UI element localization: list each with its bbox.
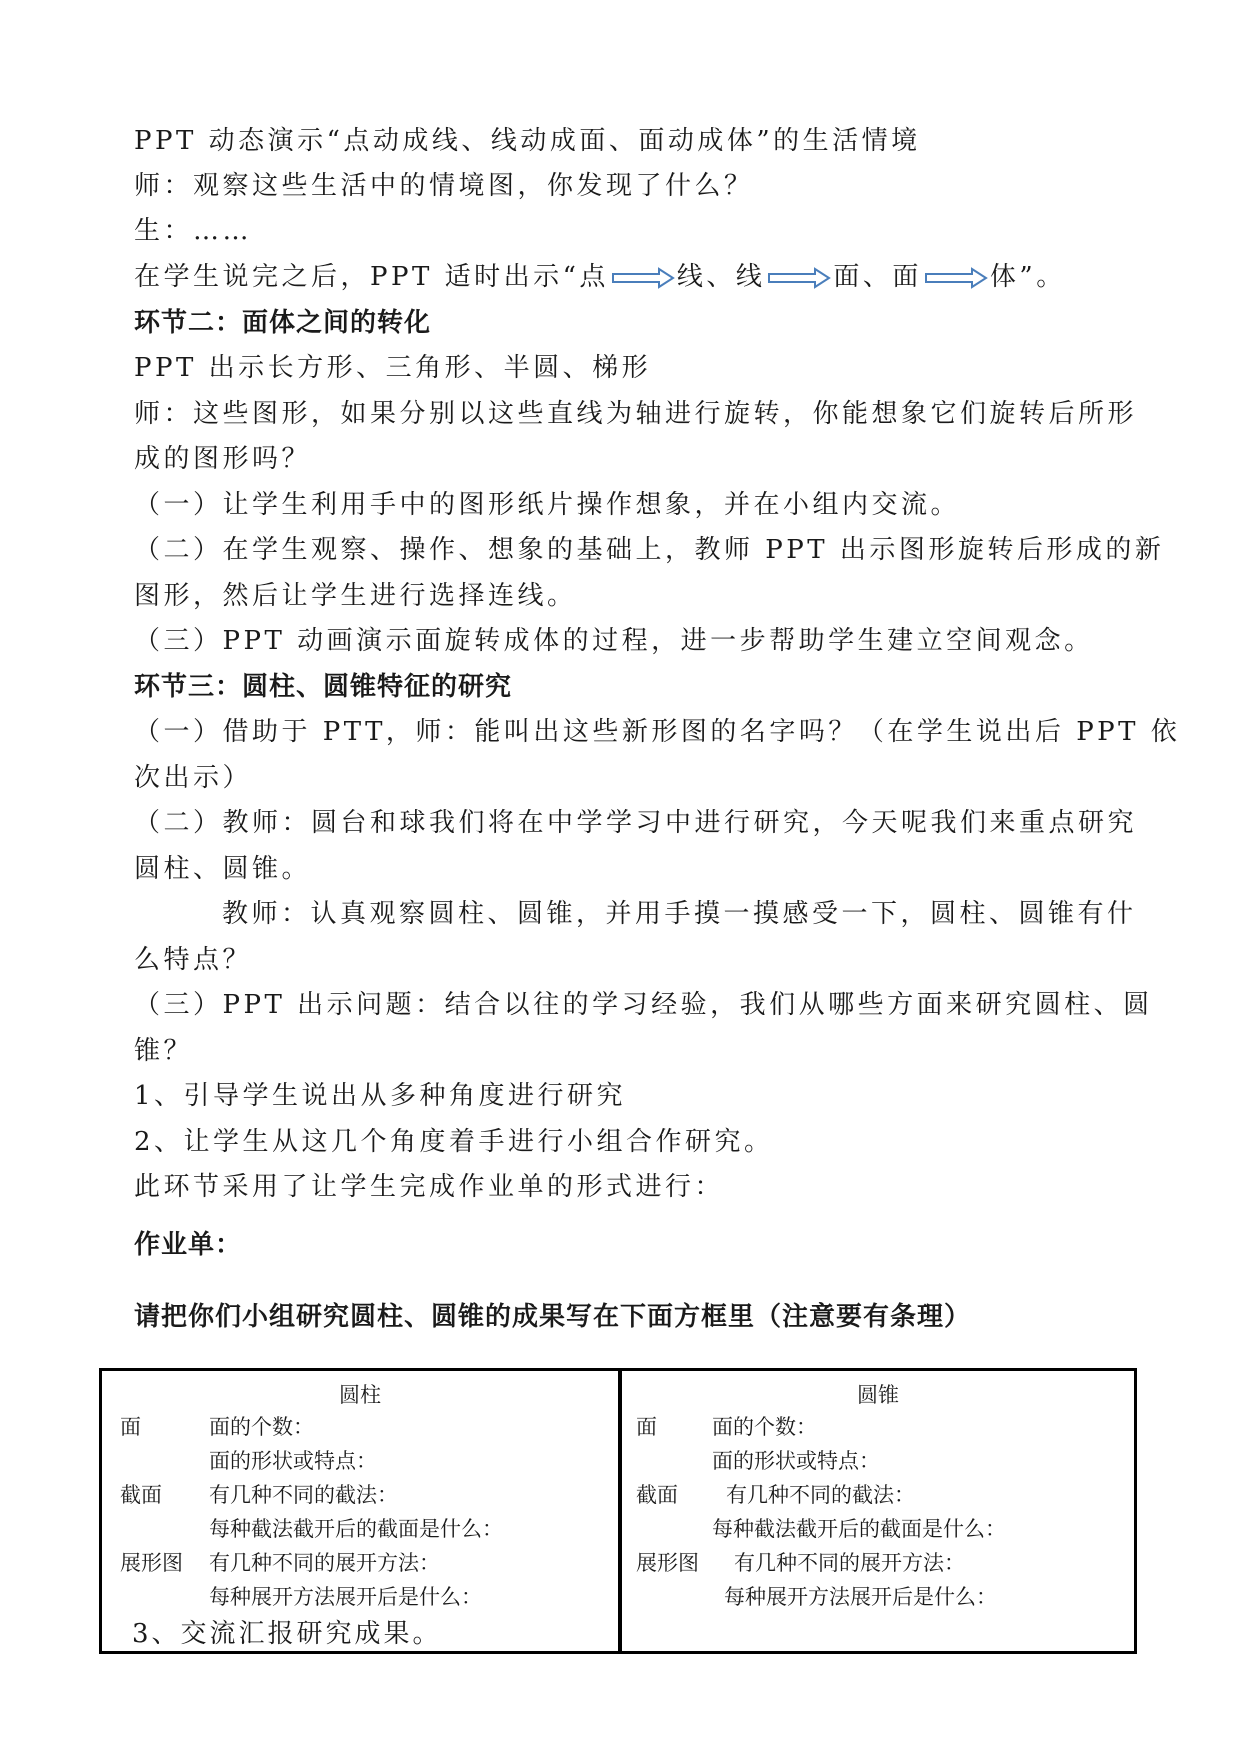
worksheet-table xyxy=(99,1368,1137,1654)
text-segment: 体”。 xyxy=(989,262,1066,292)
net-result-prompt: 每种展开方法展开后是什么： xyxy=(724,1585,997,1609)
paragraph: PPT 出示长方形、三角形、半圆、梯形 xyxy=(134,353,652,383)
paragraph: （一）让学生利用手中的图形纸片操作想象，并在小组内交流。 xyxy=(134,490,961,520)
paragraph: 2、让学生从这几个角度着手进行小组合作研究。 xyxy=(134,1127,774,1157)
section-result-prompt: 每种截法截开后的截面是什么： xyxy=(209,1517,503,1541)
paragraph: 么特点？ xyxy=(134,945,253,975)
overlay-note: 3、交流汇报研究成果。 xyxy=(132,1619,442,1649)
paragraph: （一）借助于 PTT，师：能叫出这些新形图的名字吗？（在学生说出后 PPT 依 xyxy=(134,717,1181,747)
section-label: 截面 xyxy=(636,1483,678,1507)
paragraph: （二）在学生观察、操作、想象的基础上，教师 PPT 出示图形旋转后形成的新 xyxy=(134,535,1165,565)
section-heading: 环节二：面体之间的转化 xyxy=(134,308,432,338)
right-arrow-icon xyxy=(611,267,675,289)
section-ways-prompt: 有几种不同的截法： xyxy=(726,1483,915,1507)
face-label: 面 xyxy=(120,1415,141,1439)
face-label: 面 xyxy=(636,1415,657,1439)
net-result-prompt: 每种展开方法展开后是什么： xyxy=(209,1585,482,1609)
paragraph: 此环节采用了让学生完成作业单的形式进行： xyxy=(134,1172,725,1202)
paragraph: 锥？ xyxy=(134,1036,194,1066)
net-ways-prompt: 有几种不同的展开方法： xyxy=(209,1551,440,1575)
section-ways-prompt: 有几种不同的截法： xyxy=(209,1483,398,1507)
paragraph: 师：这些图形，如果分别以这些直线为轴进行旋转，你能想象它们旋转后所形 xyxy=(134,399,1138,429)
paragraph: 成的图形吗？ xyxy=(134,444,312,474)
worksheet-instruction: 请把你们小组研究圆柱、圆锥的成果写在下面方框里（注意要有条理） xyxy=(134,1302,972,1332)
paragraph: 圆柱、圆锥。 xyxy=(134,854,312,884)
cylinder-cell xyxy=(102,1371,618,1651)
paragraph: 师：观察这些生活中的情境图，你发现了什么？ xyxy=(134,171,754,201)
text-segment: 在学生说完之后，PPT 适时出示“点 xyxy=(134,262,609,292)
net-ways-prompt: 有几种不同的展开方法： xyxy=(734,1551,965,1575)
face-shape-prompt: 面的形状或特点： xyxy=(209,1449,377,1473)
section-label: 截面 xyxy=(120,1483,162,1507)
paragraph: （三）PPT 动画演示面旋转成体的过程，进一步帮助学生建立空间观念。 xyxy=(134,626,1094,656)
paragraph: 1、引导学生说出从多种角度进行研究 xyxy=(134,1081,627,1111)
section-result-prompt: 每种截法截开后的截面是什么： xyxy=(712,1517,1006,1541)
net-label: 展形图 xyxy=(636,1551,699,1575)
paragraph: 次出示） xyxy=(134,763,253,793)
paragraph: 图形，然后让学生进行选择连线。 xyxy=(134,581,577,611)
paragraph-with-arrows xyxy=(134,262,1066,292)
paragraph: 生：…… xyxy=(134,216,253,246)
cylinder-title: 圆柱 xyxy=(339,1383,381,1407)
paragraph: PPT 动态演示“点动成线、线动成面、面动成体”的生活情境 xyxy=(134,126,921,156)
paragraph: （三）PPT 出示问题：结合以往的学习经验，我们从哪些方面来研究圆柱、圆 xyxy=(134,990,1153,1020)
section-heading: 环节三：圆柱、圆锥特征的研究 xyxy=(134,672,513,702)
text-segment: 线、线 xyxy=(676,262,766,292)
right-arrow-icon xyxy=(924,267,988,289)
cone-cell xyxy=(622,1371,1134,1651)
paragraph: 教师：认真观察圆柱、圆锥，并用手摸一摸感受一下，圆柱、圆锥有什 xyxy=(222,899,1137,929)
paragraph: （二）教师：圆台和球我们将在中学学习中进行研究，今天呢我们来重点研究 xyxy=(134,808,1138,838)
right-arrow-icon xyxy=(767,267,831,289)
worksheet-heading: 作业单： xyxy=(134,1230,243,1260)
text-segment: 面、面 xyxy=(833,262,922,292)
face-count-prompt: 面的个数： xyxy=(209,1415,314,1439)
face-count-prompt: 面的个数： xyxy=(712,1415,817,1439)
cone-title: 圆锥 xyxy=(857,1383,899,1407)
face-shape-prompt: 面的形状或特点： xyxy=(712,1449,880,1473)
net-label: 展形图 xyxy=(120,1551,183,1575)
